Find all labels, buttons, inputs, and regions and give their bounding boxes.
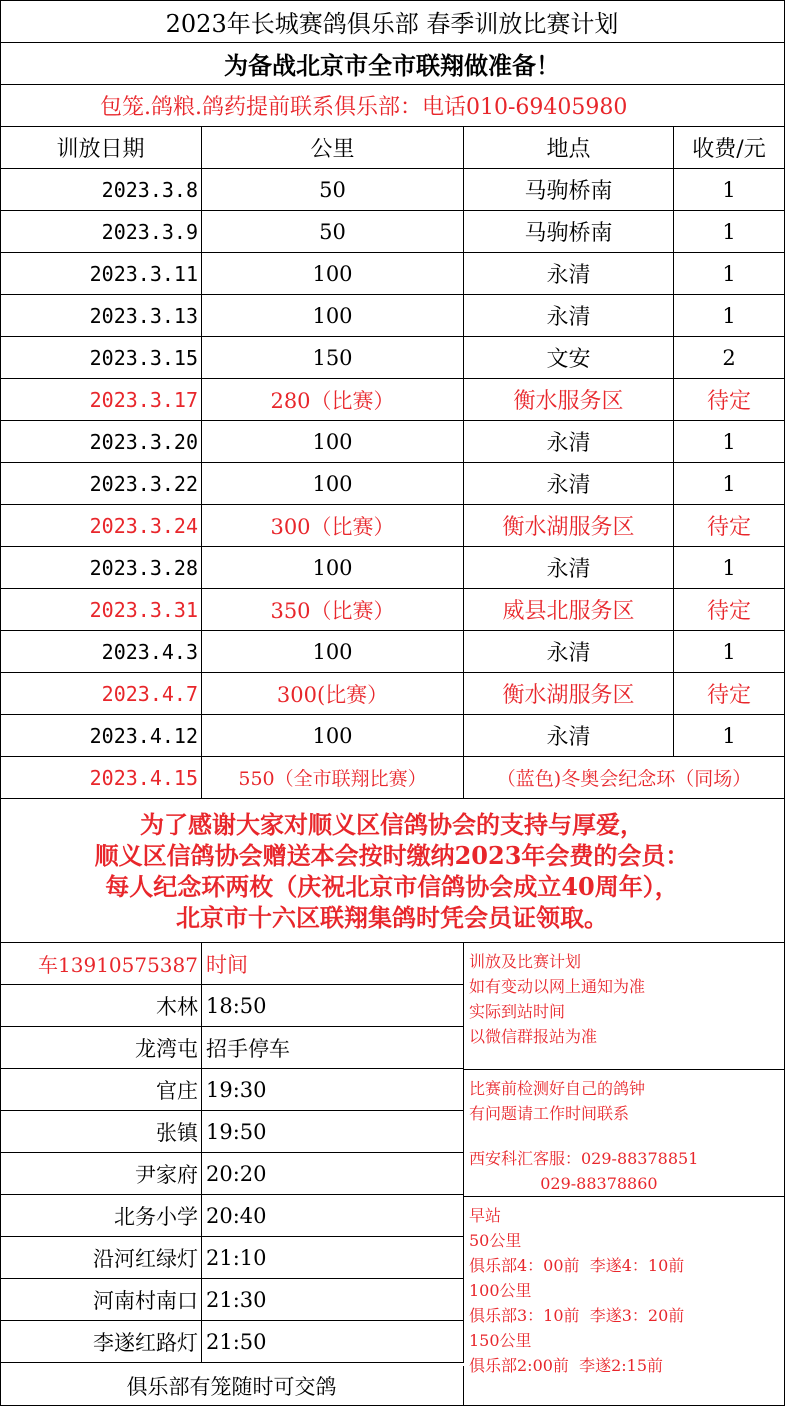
bus-stop-time (202, 1321, 464, 1363)
car-phone-text: 车13910575387 (38, 953, 198, 977)
bus-stop-name (0, 1321, 202, 1363)
schedule-cell-text: 1 (722, 723, 736, 748)
schedule-cell-text: 350（比赛） (270, 598, 395, 623)
schedule-cell-text: 2023.4.3 (101, 639, 198, 664)
schedule-cell-km (202, 673, 464, 715)
schedule-cell-text: 待定 (706, 389, 751, 414)
bus-stop-name-text: 官庄 (156, 1078, 198, 1103)
schedule-cell-text: 1 (722, 261, 736, 286)
schedule-cell-text: 威县北服务区 (502, 599, 635, 624)
schedule-cell-date (0, 673, 202, 715)
note-line: 实际到站时间 (469, 1002, 566, 1021)
schedule-cell-text: 永清 (546, 431, 591, 456)
bus-stop-name-text: 北务小学 (114, 1204, 198, 1229)
schedule-cell-date (0, 421, 202, 463)
bus-stop-time-text: 20:40 (206, 1203, 267, 1228)
note-line: 俱乐部3：10前 李遂3：20前 (469, 1306, 685, 1325)
schedule-cell-fee (674, 631, 785, 673)
schedule-cell-date (0, 169, 202, 211)
schedule-cell-text: 300（比赛） (270, 514, 395, 539)
note-line: 比赛前检测好自己的鸽钟 (469, 1079, 646, 1098)
schedule-cell-text: 2023.3.31 (89, 597, 198, 622)
schedule-cell-km (202, 295, 464, 337)
final-row-date-text: 2023.4.15 (89, 765, 198, 790)
schedule-cell-km (202, 547, 464, 589)
schedule-cell-fee (674, 589, 785, 631)
note-line: 俱乐部2:00前 李遂2:15前 (469, 1356, 664, 1375)
bus-stop-name-text: 木林 (156, 994, 198, 1019)
schedule-cell-text: 100 (312, 471, 353, 496)
thanks-line: 为了感谢大家对顺义区信鸽协会的支持与厚爱， (140, 809, 644, 839)
bus-stop-name-text: 龙湾屯 (135, 1036, 198, 1061)
car-phone (0, 943, 202, 985)
note-line: 俱乐部4：00前 李遂4：10前 (469, 1256, 685, 1275)
page-title-text: 2023年长城赛鸽俱乐部 春季训放比赛计划 (165, 9, 619, 38)
bus-stop-name (0, 1153, 202, 1195)
schedule-cell-text: 2023.3.13 (89, 303, 198, 328)
bus-stop-name (0, 1069, 202, 1111)
schedule-cell-text: 永清 (546, 557, 591, 582)
schedule-cell-place (464, 547, 674, 589)
schedule-cell-km (202, 631, 464, 673)
schedule-cell-text: 2023.3.15 (89, 345, 198, 370)
note-line: 100公里 (469, 1281, 532, 1300)
bus-stop-time (202, 1153, 464, 1195)
thanks-line: 北京市十六区联翔集鸽时凭会员证领取。 (176, 902, 608, 932)
bus-time-header-text: 时间 (206, 952, 248, 977)
schedule-cell-text: 2023.4.12 (89, 723, 198, 748)
final-row-place (464, 757, 785, 799)
schedule-cell-place (464, 631, 674, 673)
schedule-cell-date (0, 379, 202, 421)
bus-stop-name (0, 985, 202, 1027)
contact-line (0, 85, 785, 127)
bus-stop-time-text: 19:50 (206, 1119, 267, 1144)
schedule-cell-text: 2023.3.22 (89, 471, 198, 496)
schedule-cell-km (202, 463, 464, 505)
schedule-cell-km (202, 505, 464, 547)
schedule-cell-fee (674, 379, 785, 421)
schedule-cell-text: 100 (312, 261, 353, 286)
schedule-cell-fee (674, 715, 785, 757)
schedule-cell-text: 永清 (546, 725, 591, 750)
bus-stop-time-text: 18:50 (206, 993, 267, 1018)
bus-stop-name-text: 河南村南口 (93, 1288, 198, 1313)
note-line: 50公里 (469, 1231, 522, 1250)
schedule-cell-date (0, 547, 202, 589)
note-line: 训放及比赛计划 (469, 952, 582, 971)
page-title (0, 0, 785, 43)
schedule-cell-fee (674, 463, 785, 505)
bus-time-header (202, 943, 464, 985)
bus-stop-time (202, 985, 464, 1027)
bus-stop-name (0, 1237, 202, 1279)
schedule-cell-fee (674, 253, 785, 295)
contact-line-text: 包笼.鸽粮.鸽药提前联系俱乐部：电话010-69405980 (100, 95, 628, 120)
schedule-cell-date (0, 463, 202, 505)
schedule-cell-place (464, 463, 674, 505)
schedule-cell-text: 100 (312, 303, 353, 328)
schedule-cell-place (464, 211, 674, 253)
note-line: 早站 (469, 1206, 502, 1225)
schedule-cell-text: 1 (722, 471, 736, 496)
thanks-notice (0, 799, 785, 943)
schedule-cell-text: 永清 (546, 263, 591, 288)
notes-schedule-change (464, 943, 785, 1070)
bus-stop-name (0, 1027, 202, 1069)
schedule-cell-km (202, 211, 464, 253)
bus-stop-name (0, 1111, 202, 1153)
schedule-cell-fee (674, 337, 785, 379)
schedule-cell-text: 1 (722, 177, 736, 202)
schedule-cell-text: 2023.4.7 (101, 681, 198, 706)
header-km (202, 127, 464, 169)
schedule-cell-km (202, 379, 464, 421)
bus-footer (0, 1366, 464, 1406)
schedule-cell-place (464, 421, 674, 463)
schedule-cell-text: 50 (319, 219, 346, 244)
schedule-cell-date (0, 631, 202, 673)
note-line: 029-88378860 (469, 1174, 658, 1193)
page-subtitle (0, 43, 785, 85)
note-line: 有问题请工作时间联系 (469, 1104, 630, 1123)
schedule-cell-place (464, 589, 674, 631)
schedule-cell-place (464, 505, 674, 547)
final-row-date (0, 757, 202, 799)
schedule-cell-place (464, 715, 674, 757)
header-date (0, 127, 202, 169)
bus-stop-time (202, 1027, 464, 1069)
notes-clock-check (464, 1070, 785, 1197)
schedule-cell-text: 文安 (546, 347, 591, 372)
schedule-cell-text: 马驹桥南 (524, 179, 613, 204)
thanks-line: 每人纪念环两枚（庆祝北京市信鸽协会成立40周年）， (105, 871, 679, 901)
schedule-cell-text: 2023.3.17 (89, 387, 198, 412)
final-row-place-text: （蓝色)冬奥会纪念环（同场） (496, 768, 752, 790)
schedule-cell-text: 100 (312, 639, 353, 664)
bus-stop-name (0, 1279, 202, 1321)
schedule-cell-text: 100 (312, 723, 353, 748)
schedule-cell-text: 1 (722, 429, 736, 454)
schedule-cell-date (0, 211, 202, 253)
bus-stop-time-text: 19:30 (206, 1077, 267, 1102)
header-fee-label: 收费/元 (692, 137, 766, 162)
schedule-cell-date (0, 589, 202, 631)
schedule-cell-km (202, 421, 464, 463)
schedule-cell-km (202, 169, 464, 211)
final-row-km (202, 757, 464, 799)
schedule-cell-fee (674, 421, 785, 463)
note-line: 西安科汇客服：029-88378851 (469, 1149, 699, 1168)
schedule-cell-km (202, 253, 464, 295)
schedule-cell-date (0, 337, 202, 379)
header-place (464, 127, 674, 169)
bus-stop-time-text: 21:30 (206, 1287, 267, 1312)
schedule-cell-text: 2023.3.24 (89, 513, 198, 538)
schedule-cell-text: 待定 (706, 683, 751, 708)
bus-stop-time (202, 1111, 464, 1153)
schedule-cell-date (0, 715, 202, 757)
bus-stop-time (202, 1195, 464, 1237)
schedule-cell-text: 280（比赛） (270, 388, 395, 413)
thanks-line: 顺义区信鸽协会赠送本会按时缴纳2023年会费的会员： (94, 840, 690, 870)
schedule-cell-text: 待定 (706, 599, 751, 624)
schedule-cell-text: 1 (722, 639, 736, 664)
schedule-cell-date (0, 295, 202, 337)
schedule-cell-text: 300(比赛） (276, 682, 389, 707)
schedule-cell-fee (674, 295, 785, 337)
schedule-cell-text: 马驹桥南 (524, 221, 613, 246)
schedule-cell-text: 永清 (546, 641, 591, 666)
schedule-cell-text: 1 (722, 555, 736, 580)
bus-stop-name-text: 沿河红绿灯 (93, 1246, 198, 1271)
schedule-cell-text: 2023.3.28 (89, 555, 198, 580)
bus-stop-time-text: 招手停车 (206, 1036, 290, 1061)
schedule-cell-text: 2023.3.8 (101, 177, 198, 202)
schedule-cell-text: 永清 (546, 305, 591, 330)
schedule-cell-text: 50 (319, 177, 346, 202)
schedule-cell-place (464, 379, 674, 421)
note-line: 如有变动以网上通知为准 (469, 977, 646, 996)
schedule-cell-text: 永清 (546, 473, 591, 498)
schedule-cell-text: 2 (722, 345, 736, 370)
header-place-label: 地点 (546, 137, 591, 162)
schedule-cell-fee (674, 547, 785, 589)
bus-stop-name-text: 尹家府 (135, 1162, 198, 1187)
schedule-cell-text: 衡水湖服务区 (502, 515, 635, 540)
schedule-cell-km (202, 589, 464, 631)
bus-stop-time (202, 1069, 464, 1111)
schedule-cell-text: 2023.3.9 (101, 219, 198, 244)
schedule-cell-text: 100 (312, 429, 353, 454)
bus-stop-name-text: 李遂红路灯 (93, 1330, 198, 1355)
schedule-cell-text: 150 (312, 345, 353, 370)
bus-stop-time-text: 21:10 (206, 1245, 267, 1270)
header-date-label: 训放日期 (56, 137, 145, 162)
bus-stop-time (202, 1279, 464, 1321)
note-line: 以微信群报站为准 (469, 1027, 598, 1046)
schedule-cell-text: 衡水湖服务区 (502, 683, 635, 708)
header-km-label: 公里 (310, 137, 355, 162)
schedule-cell-text: 1 (722, 303, 736, 328)
schedule-cell-text: 2023.3.11 (89, 261, 198, 286)
schedule-cell-km (202, 715, 464, 757)
bus-stop-name (0, 1195, 202, 1237)
schedule-cell-place (464, 253, 674, 295)
final-row-km-text: 550（全市联翔比赛） (238, 768, 427, 790)
schedule-cell-place (464, 295, 674, 337)
header-fee (674, 127, 785, 169)
note-line: 150公里 (469, 1331, 532, 1350)
bus-stop-time (202, 1237, 464, 1279)
schedule-cell-fee (674, 505, 785, 547)
schedule-cell-text: 100 (312, 555, 353, 580)
schedule-cell-date (0, 505, 202, 547)
bus-stop-name-text: 张镇 (156, 1120, 198, 1145)
notes-early-station (464, 1197, 785, 1406)
schedule-cell-fee (674, 211, 785, 253)
schedule-cell-text: 2023.3.20 (89, 429, 198, 454)
schedule-cell-place (464, 337, 674, 379)
bus-stop-time-text: 21:50 (206, 1329, 267, 1354)
bus-footer-text: 俱乐部有笼随时可交鸽 (126, 1374, 337, 1399)
schedule-cell-date (0, 253, 202, 295)
schedule-cell-place (464, 673, 674, 715)
schedule-cell-text: 衡水服务区 (513, 389, 624, 414)
bus-stop-time-text: 20:20 (206, 1161, 267, 1186)
schedule-cell-text: 1 (722, 219, 736, 244)
page-subtitle-text: 为备战北京市全市联翔做准备！ (224, 51, 560, 80)
schedule-cell-text: 待定 (706, 515, 751, 540)
schedule-cell-fee (674, 169, 785, 211)
schedule-cell-fee (674, 673, 785, 715)
schedule-cell-km (202, 337, 464, 379)
schedule-cell-place (464, 169, 674, 211)
